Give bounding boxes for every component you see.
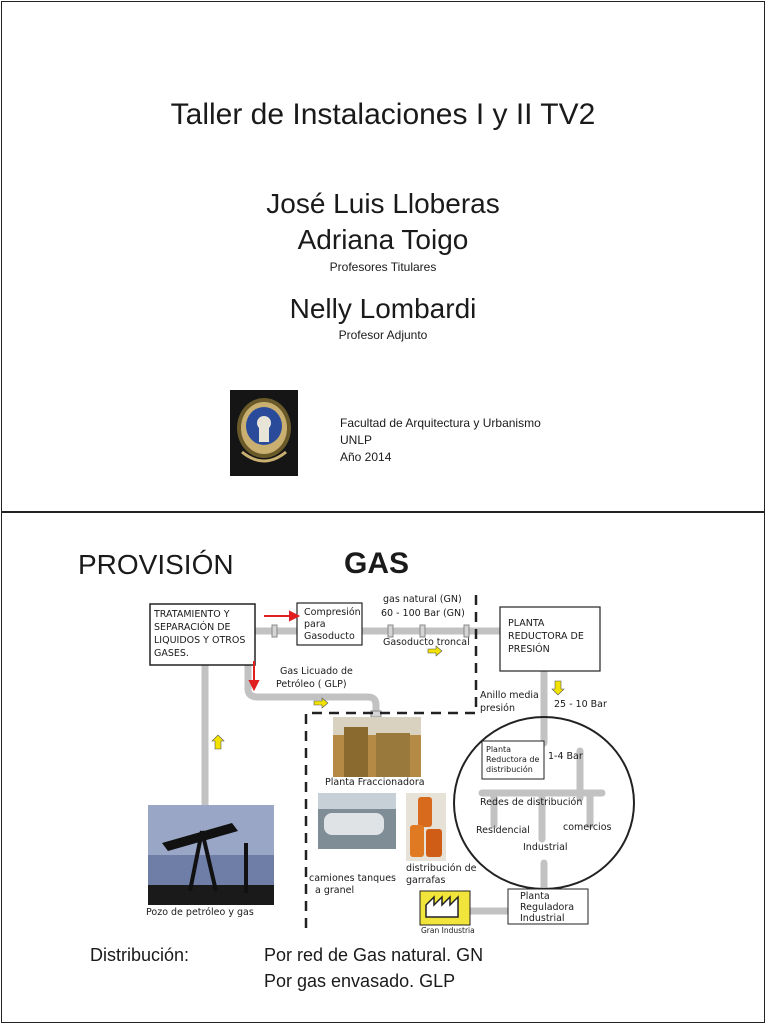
- professors-role: Profesores Titulares: [329, 260, 437, 274]
- adjunct-role: Profesor Adjunto: [338, 328, 428, 342]
- compresion-label: Compresión para Gasoducto: [304, 607, 361, 642]
- comercios-label: comercios: [563, 822, 612, 833]
- glp-label: Gas Licuado de Petróleo ( GLP): [276, 666, 353, 690]
- oil-well-photo: [148, 805, 274, 905]
- pozo-label: Pozo de petróleo y gas: [146, 907, 254, 918]
- planta-industrial-label: Planta Reguladora Industrial: [520, 891, 575, 924]
- presion-baja-label: 1-4 Bar: [548, 751, 583, 762]
- redes-label: Redes de distribución: [480, 797, 583, 808]
- fraccionadora-label: Planta Fraccionadora: [325, 777, 425, 788]
- title-slide: [1, 1, 765, 512]
- red-arrows: [250, 612, 298, 689]
- year: Año 2014: [340, 450, 392, 464]
- garrafas-label: distribución de garrafas: [406, 863, 477, 886]
- garrafas-photo: [406, 793, 446, 861]
- gasoducto-label: Gasoducto troncal: [383, 637, 470, 648]
- gas-supply-slide: [1, 512, 765, 1023]
- tratamiento-label: TRATAMIENTO Y SEPARACIÓN DE LIQUIDOS Y OTROS GASES.: [154, 609, 246, 659]
- institution-info: [340, 415, 541, 466]
- university-name: UNLP: [340, 433, 373, 447]
- professor-name: Adriana Toigo: [297, 224, 469, 255]
- gran-industria-label: Gran Industria: [421, 926, 475, 935]
- slide-title: PROVISIÓN: [78, 549, 234, 580]
- gran-industria-icon: [420, 891, 470, 925]
- anillo-label: Anillo media presión: [480, 690, 539, 714]
- distribucion-line: Por gas envasado. GLP: [264, 971, 456, 991]
- course-title: Taller de Instalaciones I y II TV2: [170, 98, 596, 131]
- fraccionadora-photo: [333, 717, 421, 777]
- trucks-photo: [318, 793, 396, 849]
- residencial-label: Residencial: [476, 825, 530, 836]
- distribucion-label: Distribución:: [90, 945, 190, 965]
- adjunct-name: Nelly Lombardi: [289, 293, 477, 324]
- distribucion-line: Por red de Gas natural. GN: [264, 945, 484, 965]
- planta-distribucion-label: Planta Reductora de distribución: [486, 745, 540, 774]
- presion-media-label: 25 - 10 Bar: [554, 699, 607, 710]
- gas-natural-label: gas natural (GN) 60 - 100 Bar (GN): [381, 594, 465, 619]
- faculty-name: Facultad de Arquitectura y Urbanismo: [340, 416, 541, 430]
- university-seal-logo: [230, 390, 298, 476]
- slide-subject: GAS: [344, 547, 410, 580]
- professor-name: José Luis Lloberas: [266, 188, 500, 219]
- planta-reductora-label: PLANTA REDUCTORA DE PRESIÓN: [508, 618, 584, 655]
- camiones-label: camiones tanques a granel: [309, 873, 396, 896]
- industrial-label: Industrial: [523, 842, 568, 853]
